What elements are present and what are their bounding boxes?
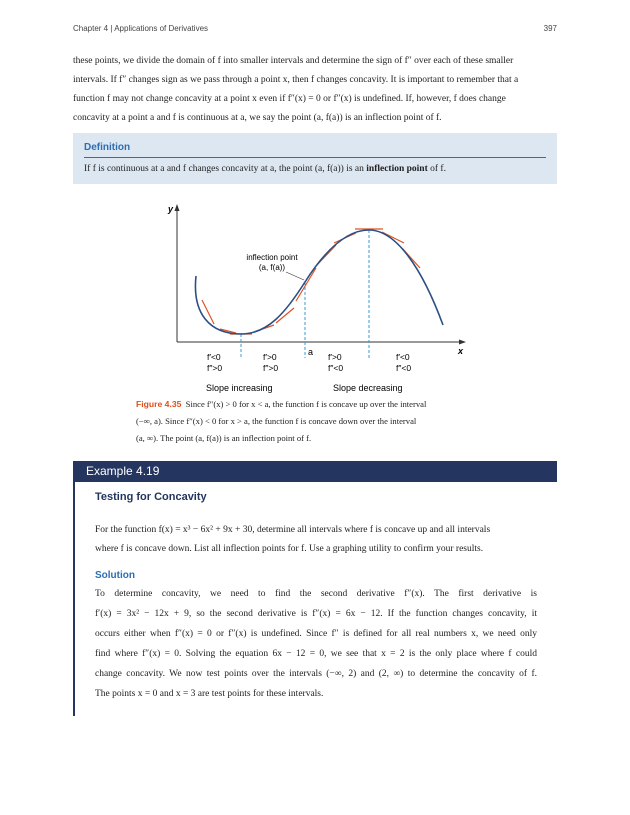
inflection-pointer xyxy=(286,272,304,280)
solution-title: Solution xyxy=(95,570,135,581)
dashed-guides xyxy=(241,230,369,358)
problem-line: where f is concave down. List all inflection points for f. Use a graphing utility to confirm your results. xyxy=(95,544,484,554)
figure-label: Figure 4.35 xyxy=(136,399,182,409)
definition-title: Definition xyxy=(84,142,131,153)
solution-line: find where f″(x) = 0. Solving the equation 6x − 12 = 0, we see that x = 2 is the only place where f could xyxy=(95,649,537,659)
function-curve xyxy=(195,230,443,334)
page-number: 397 xyxy=(543,24,557,33)
intro-line: concavity at a point a and f is continuous at a, we say the point (a, f(a)) is an inflection point of f. xyxy=(73,113,442,123)
example-label: Example 4.19 xyxy=(86,464,160,478)
definition-text-before: If f is continuous at a and f changes concavity at a, the point (a, f(a)) is an xyxy=(84,164,367,174)
figure-caption xyxy=(136,396,486,447)
tangent-segment xyxy=(202,300,214,324)
page-header xyxy=(73,24,557,38)
problem-line: For the function f(x) = x³ − 6x² + 9x + 30, determine all intervals where f is concave up and all intervals xyxy=(95,525,491,535)
definition-text xyxy=(84,161,446,177)
example-side-rule xyxy=(73,482,75,716)
sign-label: f′<0 xyxy=(207,352,221,362)
solution-line: occurs either when f″(x) = 0 or f″(x) is undefined. Since f″ is defined for all real numbers x, we need only xyxy=(95,629,537,639)
point-a-label: a xyxy=(308,347,314,357)
sign-label: f″>0 xyxy=(207,363,223,373)
example-problem xyxy=(95,521,537,559)
definition-term: inflection point xyxy=(366,164,428,174)
sign-label: f″<0 xyxy=(328,363,344,373)
sign-label: f′>0 xyxy=(263,352,277,362)
sign-label: f′<0 xyxy=(396,352,410,362)
sign-label: f′>0 xyxy=(328,352,342,362)
solution-text xyxy=(95,584,537,704)
caption-line: (a, ∞). The point (a, f(a)) is an inflection point of f. xyxy=(136,433,312,443)
inflection-point-label: inflection point xyxy=(246,253,298,262)
sign-label: f″<0 xyxy=(396,363,412,373)
example-title: Testing for Concavity xyxy=(95,491,207,503)
slope-increasing-label: Slope increasing xyxy=(206,383,273,393)
definition-box xyxy=(73,133,557,184)
inflection-point-coords: (a, f(a)) xyxy=(258,263,286,272)
intro-line: function f may not change concavity at a point x even if f″(x) = 0 or f″(x) is undefined. If, however, f does change xyxy=(73,94,506,104)
inflection-figure xyxy=(150,196,480,396)
slope-decreasing-label: Slope decreasing xyxy=(333,383,403,393)
x-axis-label: x xyxy=(458,346,464,356)
y-axis-label: y xyxy=(168,204,174,214)
intro-line: intervals. If f″ changes sign as we pass through a point x, then f changes concavity. It is important to remember that a xyxy=(73,75,519,85)
caption-line: Since f″(x) > 0 for x < a, the function f is concave up over the interval xyxy=(185,399,427,409)
solution-line: The points x = 0 and x = 3 are test points for these intervals. xyxy=(95,689,324,699)
caption-line: (−∞, a). Since f″(x) < 0 for x > a, the function f is concave down over the interval xyxy=(136,416,417,426)
intro-paragraph xyxy=(73,52,557,128)
definition-text-after: of f. xyxy=(427,164,446,174)
x-axis-arrow xyxy=(459,340,466,345)
solution-line: f′(x) = 3x² − 12x + 9, so the second derivative is f″(x) = 6x − 12. If the function changes concavity, it xyxy=(95,609,537,619)
y-axis-arrow xyxy=(175,204,180,211)
chapter-title: Chapter 4 | Applications of Derivatives xyxy=(73,24,209,33)
solution-line: change concavity. We now test points over the intervals (−∞, 2) and (2, ∞) to determine the concavity of f. xyxy=(95,669,537,679)
definition-divider xyxy=(84,157,546,158)
tangent-segment xyxy=(296,268,316,301)
sign-label: f″>0 xyxy=(263,363,279,373)
example-header-bar xyxy=(73,461,557,482)
solution-line: To determine concavity, we need to find the second derivative f″(x). The first derivative is xyxy=(95,589,537,599)
tangent-lines xyxy=(202,229,420,334)
intro-line: these points, we divide the domain of f into smaller intervals and determine the sign of f″ over each of these smaller xyxy=(73,56,514,66)
